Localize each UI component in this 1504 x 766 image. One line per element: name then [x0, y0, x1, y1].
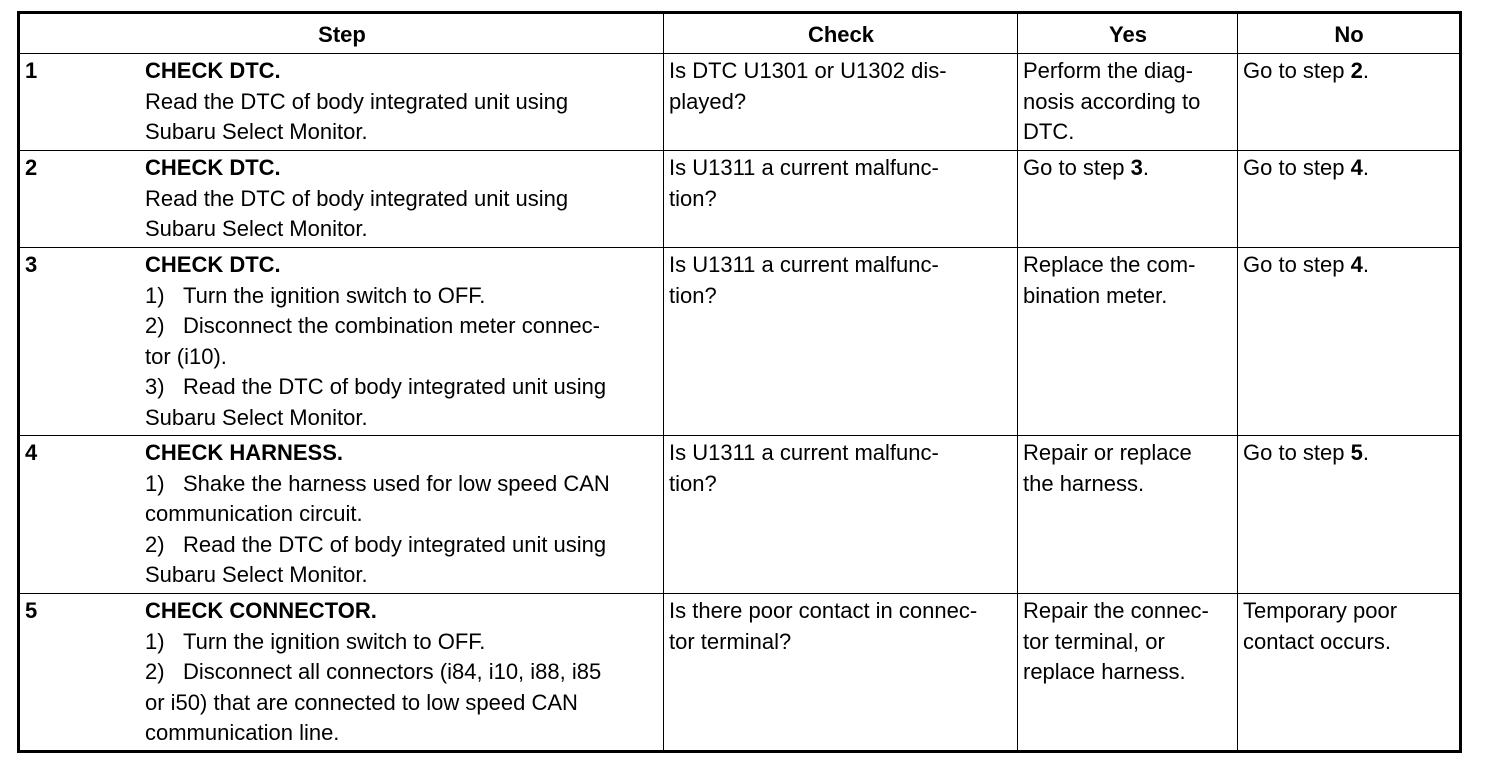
yes-line: the harness. — [1023, 470, 1145, 496]
no-tail: . — [1362, 58, 1369, 83]
no-tail: . — [1362, 440, 1369, 465]
header-yes: Yes — [1018, 13, 1238, 54]
header-no: No — [1238, 13, 1461, 54]
step-item — [145, 311, 659, 342]
no-cell — [1238, 54, 1461, 151]
step-number: 2 — [25, 155, 38, 180]
step-line: Subaru Select Monitor. — [145, 119, 368, 144]
step-item — [145, 372, 659, 403]
check-line: tion? — [669, 185, 717, 211]
step-item — [145, 627, 659, 658]
no-cell — [1238, 594, 1461, 752]
yes-line: Replace the com- — [1023, 252, 1196, 277]
check-line: tion? — [669, 470, 717, 496]
check-line: played? — [669, 88, 747, 114]
item-text: Turn the ignition switch to OFF. — [183, 628, 486, 654]
step-line: Subaru Select Monitor. — [145, 216, 368, 241]
yes-cell — [1018, 151, 1238, 248]
table-row — [19, 436, 1461, 594]
step-number: 3 — [25, 252, 38, 277]
no-cell — [1238, 151, 1461, 248]
check-line: Is U1311 a current malfunc- — [669, 155, 939, 180]
step-item: Subaru Select Monitor. — [145, 404, 368, 430]
item-number: 1) — [145, 470, 165, 496]
yes-cell — [1018, 54, 1238, 151]
yes-line: DTC. — [1023, 119, 1075, 144]
step-title: CHECK DTC. — [145, 155, 281, 180]
no-step-ref: 4 — [1350, 252, 1363, 277]
header-row — [19, 13, 1461, 54]
step-item: communication line. — [145, 720, 340, 745]
step-item — [145, 281, 659, 312]
item-number: 2) — [145, 659, 165, 684]
item-text: Disconnect all connectors (i84, i10, i88, i85 — [183, 659, 602, 684]
yes-line: Perform the diag- — [1023, 58, 1193, 83]
yes-line: Repair the connec- — [1023, 598, 1209, 623]
check-line: Is U1311 a current malfunc- — [669, 252, 939, 277]
yes-tail: . — [1142, 155, 1149, 180]
step-cell — [19, 151, 664, 248]
yes-step-ref: 3 — [1130, 155, 1143, 180]
step-cell — [19, 594, 664, 752]
step-item: Subaru Select Monitor. — [145, 562, 368, 587]
no-line: Temporary poor — [1243, 598, 1398, 623]
step-item — [145, 469, 659, 500]
table-row — [19, 54, 1461, 151]
yes-line: Repair or replace — [1023, 440, 1192, 465]
yes-text: Go to step — [1023, 155, 1131, 180]
table-row — [19, 151, 1461, 248]
step-number: 1 — [25, 58, 38, 83]
yes-line: replace harness. — [1023, 659, 1186, 684]
step-item: or i50) that are connected to low speed CAN — [145, 689, 578, 715]
header-step: Step — [19, 13, 664, 54]
no-line: contact occurs. — [1243, 628, 1391, 654]
step-cell — [19, 248, 664, 436]
yes-cell — [1018, 594, 1238, 752]
step-title: CHECK DTC. — [145, 58, 281, 83]
step-line: Read the DTC of body integrated unit using — [145, 88, 569, 114]
header-check: Check — [664, 13, 1018, 54]
yes-cell — [1018, 248, 1238, 436]
check-cell — [664, 248, 1018, 436]
step-number: 5 — [25, 598, 38, 623]
table-row — [19, 594, 1461, 752]
step-title: CHECK DTC. — [145, 252, 281, 277]
yes-cell — [1018, 436, 1238, 594]
no-text: Go to step — [1243, 155, 1351, 180]
no-tail: . — [1362, 155, 1369, 180]
check-cell — [664, 151, 1018, 248]
step-item: tor (i10). — [145, 343, 227, 369]
no-text: Go to step — [1243, 440, 1351, 465]
step-cell — [19, 436, 664, 594]
item-number: 2) — [145, 313, 165, 338]
item-text: Read the DTC of body integrated unit using — [183, 531, 607, 557]
no-text: Go to step — [1243, 252, 1351, 277]
check-line: Is U1311 a current malfunc- — [669, 440, 939, 465]
no-tail: . — [1362, 252, 1369, 277]
diagnosis-table — [17, 11, 1462, 753]
step-item — [145, 530, 659, 561]
item-number: 2) — [145, 531, 165, 557]
step-title: CHECK CONNECTOR. — [145, 598, 377, 623]
no-cell — [1238, 436, 1461, 594]
yes-line: tor terminal, or — [1023, 628, 1165, 654]
check-cell — [664, 594, 1018, 752]
yes-line: nosis according to — [1023, 88, 1201, 114]
check-line: Is there poor contact in connec- — [669, 598, 978, 623]
item-text: Turn the ignition switch to OFF. — [183, 282, 486, 308]
step-cell — [19, 54, 664, 151]
step-title: CHECK HARNESS. — [145, 440, 344, 465]
no-step-ref: 2 — [1350, 58, 1363, 83]
item-text: Read the DTC of body integrated unit using — [183, 374, 607, 399]
step-number: 4 — [25, 440, 38, 465]
no-step-ref: 4 — [1350, 155, 1363, 180]
step-item — [145, 657, 659, 688]
step-item: communication circuit. — [145, 501, 363, 526]
item-text: Disconnect the combination meter connec- — [183, 313, 600, 338]
yes-line: bination meter. — [1023, 282, 1168, 308]
check-line: tion? — [669, 282, 717, 308]
item-number: 3) — [145, 374, 165, 399]
no-step-ref: 5 — [1350, 440, 1363, 465]
item-text: Shake the harness used for low speed CAN — [183, 470, 610, 496]
check-line: tor terminal? — [669, 628, 792, 654]
no-cell — [1238, 248, 1461, 436]
check-cell — [664, 436, 1018, 594]
no-text: Go to step — [1243, 58, 1351, 83]
step-line: Read the DTC of body integrated unit using — [145, 185, 569, 211]
item-number: 1) — [145, 282, 165, 308]
item-number: 1) — [145, 628, 165, 654]
check-cell — [664, 54, 1018, 151]
table-row — [19, 248, 1461, 436]
check-line: Is DTC U1301 or U1302 dis- — [669, 58, 947, 83]
